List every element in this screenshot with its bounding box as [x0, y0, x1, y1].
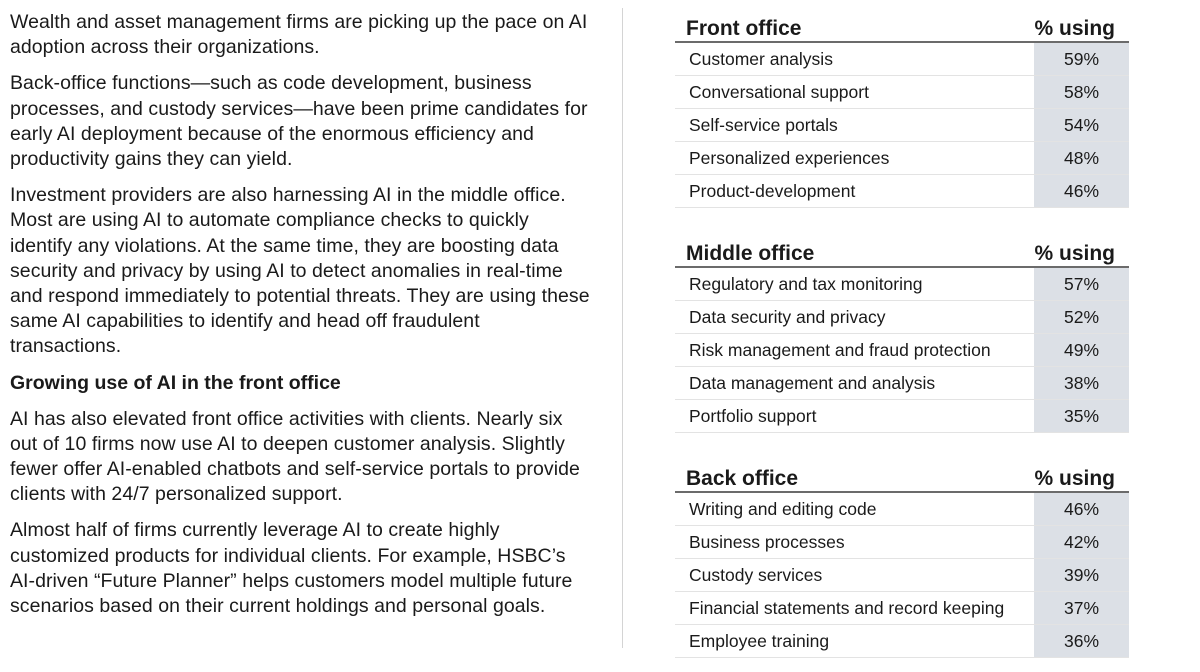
table-row [675, 367, 1129, 400]
section-heading: Growing use of AI in the front office [10, 371, 341, 394]
table-row [675, 301, 1129, 334]
row-label: Product-development [675, 175, 1034, 208]
row-label: Custody services [675, 559, 1034, 592]
row-label: Risk management and fraud protection [675, 334, 1034, 367]
row-label: Conversational support [675, 76, 1034, 109]
column-header: % using [1034, 8, 1129, 42]
table-row [675, 109, 1129, 142]
back-office-table [675, 458, 1129, 658]
front-office-table [675, 8, 1129, 208]
row-value: 58% [1034, 76, 1129, 109]
table-row [675, 42, 1129, 76]
column-header: % using [1034, 233, 1129, 267]
row-label: Self-service portals [675, 109, 1034, 142]
row-value: 57% [1034, 267, 1129, 301]
column-divider [622, 8, 623, 648]
table-row [675, 334, 1129, 367]
row-value: 38% [1034, 367, 1129, 400]
row-value: 52% [1034, 301, 1129, 334]
paragraph: Wealth and asset management firms are picking up the pace on AI adoption across their organizations. [10, 11, 588, 59]
row-value: 35% [1034, 400, 1129, 433]
paragraph: Investment providers are also harnessing AI in the middle office. Most are using AI to automate compliance checks to quickly identify any violations. At the same time, they are boosting data security and privacy by using AI to detect anomalies in real-time and respond immediately to potential threats. They are using these same AI capabilities to identify and head off fraudulent transactions. [10, 184, 590, 358]
row-label: Customer analysis [675, 42, 1034, 76]
row-label: Business processes [675, 526, 1034, 559]
row-label: Data management and analysis [675, 367, 1034, 400]
column-header: % using [1034, 458, 1129, 492]
middle-office-section [675, 233, 1129, 433]
table-row [675, 559, 1129, 592]
table-row [675, 400, 1129, 433]
back-office-section [675, 458, 1129, 658]
table-row [675, 142, 1129, 175]
paragraph: Back-office functions—such as code development, business processes, and custody services—have been prime candidates for early AI deployment because of the enormous efficiency and productivity gains they can yield. [10, 72, 588, 171]
row-label: Data security and privacy [675, 301, 1034, 334]
row-value: 39% [1034, 559, 1129, 592]
table-title: Middle office [675, 233, 1034, 267]
paragraph: AI has also elevated front office activities with clients. Nearly six out of 10 firms now use AI to deepen customer analysis. Slightly fewer offer AI-enabled chatbots and self-service portals to provide clients with 24/7 personalized support. [10, 407, 580, 506]
row-value: 49% [1034, 334, 1129, 367]
row-value: 36% [1034, 625, 1129, 658]
row-value: 59% [1034, 42, 1129, 76]
row-value: 37% [1034, 592, 1129, 625]
article-body [10, 10, 590, 630]
table-header-row [675, 458, 1129, 492]
row-label: Personalized experiences [675, 142, 1034, 175]
table-row [675, 492, 1129, 526]
middle-office-table [675, 233, 1129, 433]
row-value: 54% [1034, 109, 1129, 142]
table-header-row [675, 8, 1129, 42]
front-office-section [675, 8, 1129, 208]
row-label: Portfolio support [675, 400, 1034, 433]
row-label: Writing and editing code [675, 492, 1034, 526]
row-label: Financial statements and record keeping [675, 592, 1034, 625]
table-title: Front office [675, 8, 1034, 42]
row-label: Employee training [675, 625, 1034, 658]
table-title: Back office [675, 458, 1034, 492]
table-row [675, 592, 1129, 625]
table-row [675, 175, 1129, 208]
table-header-row [675, 233, 1129, 267]
table-row [675, 625, 1129, 658]
row-value: 48% [1034, 142, 1129, 175]
table-row [675, 76, 1129, 109]
row-value: 46% [1034, 175, 1129, 208]
table-row [675, 526, 1129, 559]
adoption-tables [675, 8, 1129, 658]
row-value: 46% [1034, 492, 1129, 526]
row-value: 42% [1034, 526, 1129, 559]
row-label: Regulatory and tax monitoring [675, 267, 1034, 301]
table-row [675, 267, 1129, 301]
paragraph: Almost half of firms currently leverage AI to create highly customized products for individual clients. For example, HSBC’s AI-driven “Future Planner” helps customers model multiple future scenarios based on their current holdings and personal goals. [10, 519, 573, 618]
